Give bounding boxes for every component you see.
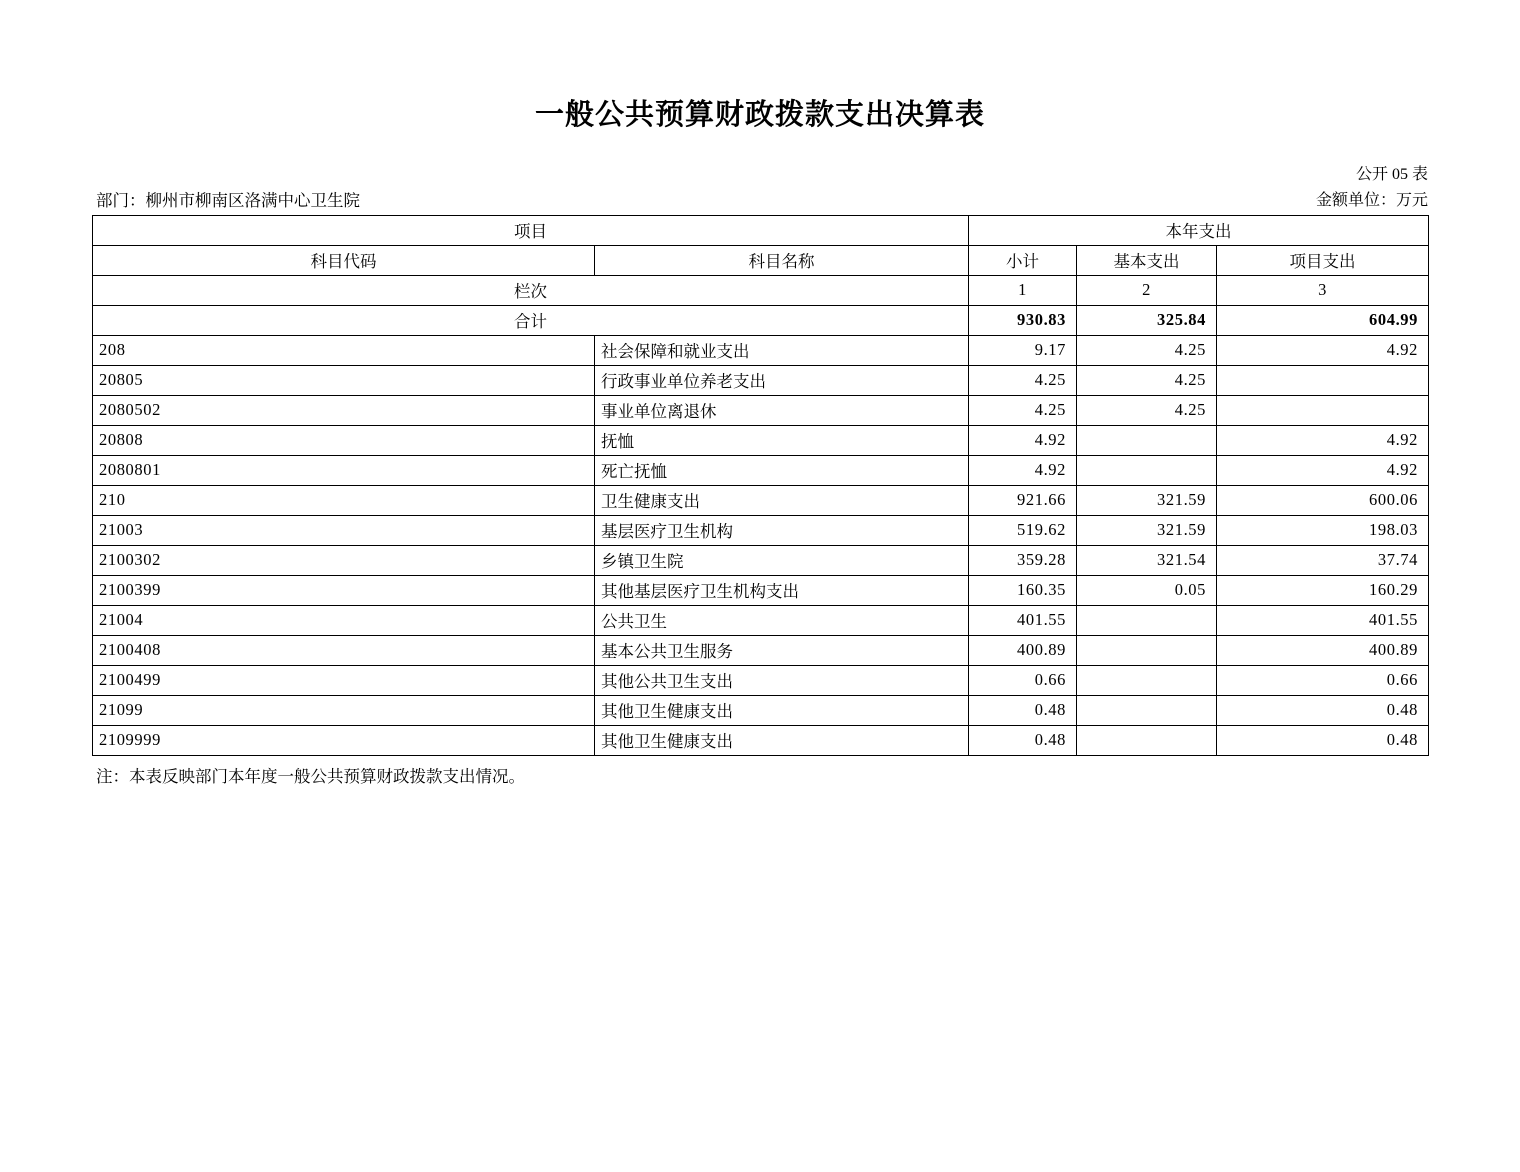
column-header-name: 科目名称: [595, 245, 969, 275]
row-subtotal: 4.92: [969, 455, 1077, 485]
document-page: [0, 98, 1520, 1172]
row-basic: 0.05: [1077, 575, 1217, 605]
column-header-project: 项目支出: [1217, 245, 1429, 275]
row-project: [1217, 365, 1429, 395]
row-basic: 321.59: [1077, 515, 1217, 545]
table-row: [93, 425, 1429, 455]
budget-expenditure-table: [92, 215, 1429, 756]
row-name: 抚恤: [595, 425, 969, 455]
row-project: 37.74: [1217, 545, 1429, 575]
row-code: 21004: [93, 605, 595, 635]
row-basic: [1077, 455, 1217, 485]
total-label: 合计: [93, 305, 969, 335]
table-row: [93, 545, 1429, 575]
column-header-code: 科目代码: [93, 245, 595, 275]
row-project: 4.92: [1217, 425, 1429, 455]
row-code: 21099: [93, 695, 595, 725]
row-subtotal: 359.28: [969, 545, 1077, 575]
row-name: 乡镇卫生院: [595, 545, 969, 575]
row-basic: 321.54: [1077, 545, 1217, 575]
row-basic: [1077, 665, 1217, 695]
table-row: [93, 365, 1429, 395]
row-project: 160.29: [1217, 575, 1429, 605]
table-row: [93, 665, 1429, 695]
row-code: 2080502: [93, 395, 595, 425]
row-basic: 4.25: [1077, 365, 1217, 395]
column-index-1: 1: [969, 275, 1077, 305]
page-title: 一般公共预算财政拨款支出决算表: [534, 99, 985, 131]
row-name: 其他卫生健康支出: [595, 695, 969, 725]
form-number: 公开 05 表: [1355, 165, 1428, 183]
table-row: [93, 485, 1429, 515]
row-project: 4.92: [1217, 335, 1429, 365]
row-subtotal: 400.89: [969, 635, 1077, 665]
column-header-subtotal: 小计: [969, 245, 1077, 275]
row-basic: [1077, 605, 1217, 635]
row-code: 210: [93, 485, 595, 515]
row-basic: 4.25: [1077, 335, 1217, 365]
row-name: 死亡抚恤: [595, 455, 969, 485]
table-row: [93, 575, 1429, 605]
row-project: 0.48: [1217, 725, 1429, 755]
row-basic: [1077, 725, 1217, 755]
table-row: [93, 605, 1429, 635]
table-column-index-row: [93, 275, 1429, 305]
row-name: 其他公共卫生支出: [595, 665, 969, 695]
group-header-current-year: 本年支出: [969, 215, 1429, 245]
row-name: 基本公共卫生服务: [595, 635, 969, 665]
row-code: 20805: [93, 365, 595, 395]
row-project: 0.66: [1217, 665, 1429, 695]
column-index-2: 2: [1077, 275, 1217, 305]
column-index-3: 3: [1217, 275, 1429, 305]
row-basic: [1077, 695, 1217, 725]
row-code: 21003: [93, 515, 595, 545]
row-project: 401.55: [1217, 605, 1429, 635]
row-subtotal: 4.25: [969, 395, 1077, 425]
total-project: 604.99: [1217, 305, 1429, 335]
row-subtotal: 401.55: [969, 605, 1077, 635]
row-project: 600.06: [1217, 485, 1429, 515]
amount-unit-label: 金额单位：万元: [1315, 191, 1428, 209]
form-number-row: [0, 161, 1520, 183]
row-project: 0.48: [1217, 695, 1429, 725]
table-row: [93, 515, 1429, 545]
row-code: 2100302: [93, 545, 595, 575]
row-code: 208: [93, 335, 595, 365]
row-project: [1217, 395, 1429, 425]
table-note: 注：本表反映部门本年度一般公共预算财政拨款支出情况。: [96, 766, 525, 786]
row-code: 2100408: [93, 635, 595, 665]
table-row: [93, 455, 1429, 485]
row-subtotal: 0.48: [969, 725, 1077, 755]
row-code: 2100399: [93, 575, 595, 605]
column-header-basic: 基本支出: [1077, 245, 1217, 275]
row-name: 社会保障和就业支出: [595, 335, 969, 365]
row-subtotal: 4.92: [969, 425, 1077, 455]
row-name: 公共卫生: [595, 605, 969, 635]
table-column-header-row: [93, 245, 1429, 275]
department-label: 部门：柳州市柳南区洛满中心卫生院: [96, 190, 360, 210]
row-subtotal: 9.17: [969, 335, 1077, 365]
row-subtotal: 921.66: [969, 485, 1077, 515]
table-row: [93, 395, 1429, 425]
row-code: 2109999: [93, 725, 595, 755]
row-code: 20808: [93, 425, 595, 455]
row-project: 400.89: [1217, 635, 1429, 665]
group-header-project: 项目: [93, 215, 969, 245]
table-row: [93, 635, 1429, 665]
department-and-unit-row: [0, 187, 1520, 211]
row-project: 4.92: [1217, 455, 1429, 485]
row-name: 其他基层医疗卫生机构支出: [595, 575, 969, 605]
row-code: 2100499: [93, 665, 595, 695]
table-group-header-row: [93, 215, 1429, 245]
table-total-row: [93, 305, 1429, 335]
row-subtotal: 0.48: [969, 695, 1077, 725]
row-basic: [1077, 635, 1217, 665]
row-subtotal: 160.35: [969, 575, 1077, 605]
column-index-label: 栏次: [93, 275, 969, 305]
row-subtotal: 519.62: [969, 515, 1077, 545]
row-name: 基层医疗卫生机构: [595, 515, 969, 545]
table-row: [93, 725, 1429, 755]
table-row: [93, 695, 1429, 725]
row-subtotal: 4.25: [969, 365, 1077, 395]
total-basic: 325.84: [1077, 305, 1217, 335]
row-name: 卫生健康支出: [595, 485, 969, 515]
row-project: 198.03: [1217, 515, 1429, 545]
row-basic: 321.59: [1077, 485, 1217, 515]
row-code: 2080801: [93, 455, 595, 485]
row-subtotal: 0.66: [969, 665, 1077, 695]
row-basic: [1077, 425, 1217, 455]
row-name: 行政事业单位养老支出: [595, 365, 969, 395]
row-basic: 4.25: [1077, 395, 1217, 425]
table-row: [93, 335, 1429, 365]
total-subtotal: 930.83: [969, 305, 1077, 335]
row-name: 事业单位离退休: [595, 395, 969, 425]
row-name: 其他卫生健康支出: [595, 725, 969, 755]
